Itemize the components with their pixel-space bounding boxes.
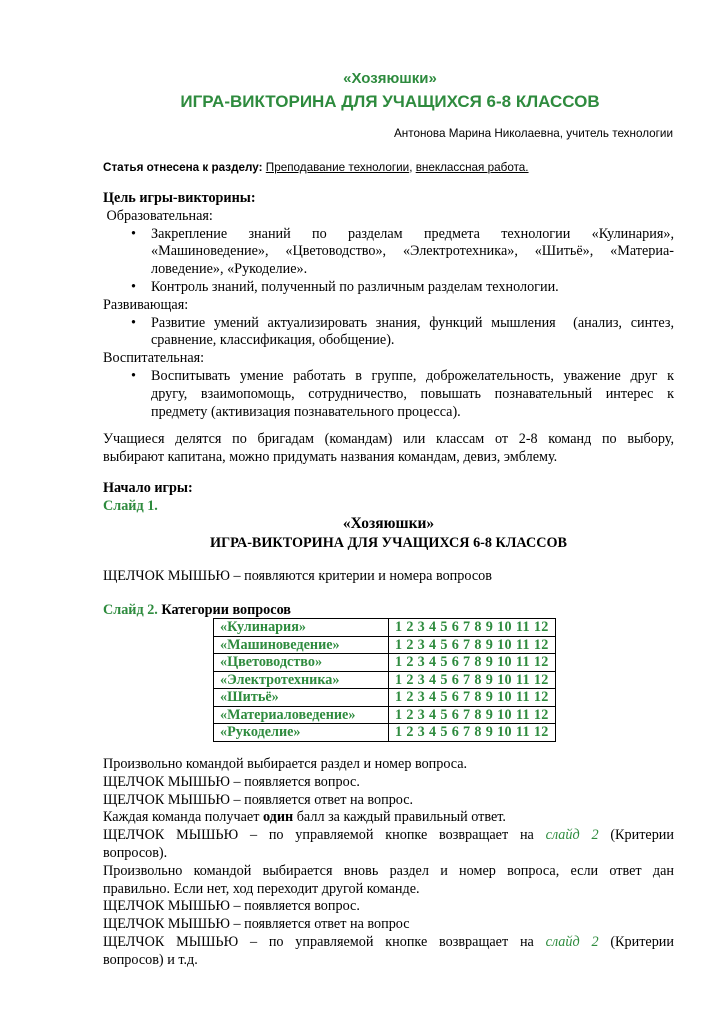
rule-5-part-b: (Критерии [598, 827, 674, 844]
slide1-title-main: ИГРА-ВИКТОРИНА ДЛЯ УЧАЩИХСЯ 6-8 КЛАССОВ [210, 535, 567, 551]
category-name: «Кулинария» [214, 619, 389, 637]
section-separator: , [409, 161, 413, 174]
category-row [214, 619, 556, 637]
category-row [214, 689, 556, 707]
category-question-numbers[interactable]: 1 2 3 4 5 6 7 8 9 10 11 12 [389, 706, 556, 724]
category-question-numbers[interactable]: 1 2 3 4 5 6 7 8 9 10 11 12 [389, 636, 556, 654]
dev-bullet-line-1: Развитие умений актуализировать знания, функций мышления (анализ, синтез, [151, 314, 674, 331]
upb-bullet-line-1: Воспитывать умение работать в группе, доброжелательность, уважение друг к [151, 367, 674, 384]
category-name: «Машиноведение» [214, 636, 389, 654]
edu-label: Образовательная: [103, 207, 213, 224]
edu-bullet-2 [103, 279, 674, 297]
section-label: Статья отнесена к разделу: [103, 161, 263, 174]
category-name: «Электротехника» [214, 671, 389, 689]
rule-5 [103, 827, 674, 845]
header-title-main: ИГРА-ВИКТОРИНА ДЛЯ УЧАЩИХСЯ 6-8 КЛАССОВ [180, 92, 600, 111]
slide1-label: Слайд 1. [103, 497, 158, 514]
upb-bullet-line-3: предмету (активизация познавательного процесса). [151, 403, 461, 420]
edu-bullet-1-line-2: «Машиноведение», «Цветоводство», «Электротехника», «Шитьё», «Материа- [151, 243, 674, 260]
teams-line-2: выбирают капитана, можно придумать названия командам, девиз, эмблему. [103, 448, 558, 465]
category-question-numbers[interactable]: 1 2 3 4 5 6 7 8 9 10 11 12 [389, 724, 556, 742]
start-block [103, 480, 674, 516]
section-link-technology[interactable]: Преподавание технологии [265, 161, 410, 174]
slide2-link[interactable]: слайд 2 [545, 827, 599, 844]
section-line [103, 161, 529, 175]
category-row [214, 706, 556, 724]
category-question-numbers[interactable]: 1 2 3 4 5 6 7 8 9 10 11 12 [389, 689, 556, 707]
teams-paragraph [103, 431, 674, 467]
rule-9 [103, 934, 674, 952]
slide2-label: Слайд 2. [103, 602, 158, 618]
bullet-dot: • [131, 225, 136, 242]
slide2-title: Категории вопросов [157, 602, 291, 618]
category-row [214, 724, 556, 742]
rule-4-bold: один [262, 809, 294, 826]
slide1-title-quote: «Хозяюшки» [342, 515, 435, 532]
edu-bullet-2-text: Контроль знаний, полученный по различным разделам технологии. [151, 278, 559, 295]
rule-9-part-b: (Критерии [598, 933, 674, 950]
categories-table [213, 618, 556, 742]
category-row [214, 671, 556, 689]
rule-9-line-2: вопросов) и т.д. [103, 951, 198, 968]
rule-9-part-a: ЩЕЛЧОК МЫШЬЮ – по управляемой кнопке возвращает на [103, 933, 546, 950]
edu-bullet-1 [103, 226, 674, 279]
dev-bullet [103, 315, 674, 351]
upb-label: Воспитательная: [103, 350, 205, 367]
category-name: «Шитьё» [214, 689, 389, 707]
header-title-quote: «Хозяюшки» [343, 70, 437, 87]
category-question-numbers[interactable]: 1 2 3 4 5 6 7 8 9 10 11 12 [389, 654, 556, 672]
category-name: «Рукоделие» [214, 724, 389, 742]
click-line: ЩЕЛЧОК МЫШЬЮ – появляются критерии и номера вопросов [103, 568, 492, 584]
teams-line-1: Учащиеся делятся по бригадам (командам) или классам от 2-8 команд по выбору, [103, 431, 674, 447]
rule-4-part-c: балл за каждый правильный ответ. [293, 809, 506, 826]
rule-3: ЩЕЛЧОК МЫШЬЮ – появляется ответ на вопрос. [103, 791, 414, 808]
rule-8: ЩЕЛЧОК МЫШЬЮ – появляется ответ на вопрос [103, 916, 410, 933]
bullet-dot: • [131, 314, 136, 331]
category-question-numbers[interactable]: 1 2 3 4 5 6 7 8 9 10 11 12 [389, 619, 556, 637]
start-heading: Начало игры: [103, 480, 193, 496]
upb-bullet-line-2: другу, взаимопомощь, сотрудничество, повышать познавательный интерес к [151, 385, 674, 402]
rule-4-part-a: Каждая команда получает [103, 809, 263, 826]
edu-bullet-1-line-3: ловедение», «Рукоделие». [151, 261, 308, 278]
category-name: «Материаловедение» [214, 706, 389, 724]
rule-6-line-2: правильно. Если нет, ход переходит другой команде. [103, 880, 420, 897]
category-row [214, 636, 556, 654]
goals-block [103, 190, 674, 421]
rule-1: Произвольно командой выбирается раздел и номер вопроса. [103, 756, 468, 772]
bullet-dot: • [131, 278, 136, 295]
upb-bullet [103, 368, 674, 421]
bullet-dot: • [131, 367, 136, 384]
rule-5-line-2: вопросов). [103, 844, 168, 861]
rule-2: ЩЕЛЧОК МЫШЬЮ – появляется вопрос. [103, 773, 360, 790]
rule-6-line-1: Произвольно командой выбирается вновь раздел и номер вопроса, если ответ дан [103, 862, 674, 879]
rule-4 [103, 809, 674, 827]
section-link-extracurricular[interactable]: внеклассная работа. [415, 161, 529, 174]
author-line: Антонова Марина Николаевна, учитель технологии [393, 127, 673, 140]
goals-heading: Цель игры-викторины: [103, 190, 256, 206]
category-name: «Цветоводство» [214, 654, 389, 672]
dev-label: Развивающая: [103, 296, 189, 313]
edu-bullet-1-line-1: Закрепление знаний по разделам предмета технологии «Кулинария», [151, 225, 674, 242]
rules-block [103, 756, 674, 970]
dev-bullet-line-2: сравнение, классификация, обобщение). [151, 332, 395, 349]
category-question-numbers[interactable]: 1 2 3 4 5 6 7 8 9 10 11 12 [389, 671, 556, 689]
category-row [214, 654, 556, 672]
slide2-link[interactable]: слайд 2 [545, 933, 599, 950]
rule-7: ЩЕЛЧОК МЫШЬЮ – появляется вопрос. [103, 898, 360, 915]
rule-5-part-a: ЩЕЛЧОК МЫШЬЮ – по управляемой кнопке возвращает на [103, 827, 546, 844]
